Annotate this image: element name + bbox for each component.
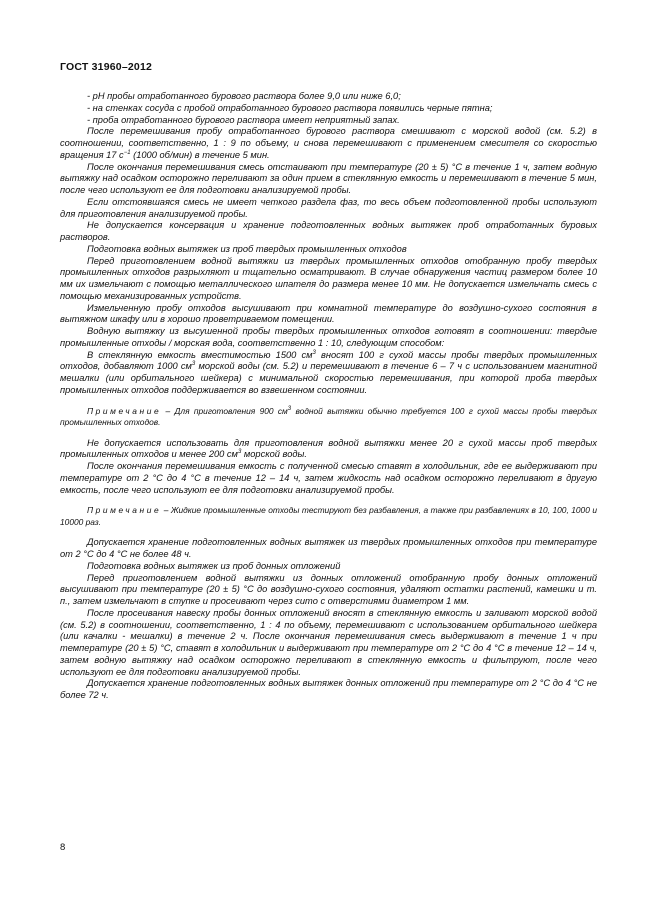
- subheading-solid-waste: Подготовка водных вытяжек из проб твердых промышленных отходов: [87, 243, 407, 254]
- paragraph-sediment-sieving: После просеивания навеску пробы донных отложений вносят в стеклянную емкость и заливают морской водой (см. 5.2) в соотношении, соответственно, 1 : 4 по объему, перемешивают с использованием орбитального шейкера (или качалки - мешалки) в течение 2 ч. После окончания перемешивания смесь выдерживают в течение 1 ч при температуре (20 ± 5) °С, ставят в холодильник и выдерживают при температуре от 2 °С до 4 °С в течение 12 – 14 ч, затем водную вытяжку над осадком осторожно переливают в стеклянную емкость и фильтруют, после чего используют ее для подготовки анализируемой пробы.: [60, 607, 597, 677]
- paragraph-refrigerator: После окончания перемешивания емкость с полученной смесью ставят в холодильник, где ее выдерживают при температуре от 2 °С до 4 °С в течение 12 – 14 ч, затем жидкость над осадком осторожно переливают в другую емкость, после чего используют ее для подготовки анализируемой пробы.: [60, 461, 597, 495]
- superscript: 3: [237, 449, 242, 456]
- paragraph-no-storage-drilling: Не допускается консервация и хранение подготовленных водных вытяжек проб отработанных буровых растворов.: [60, 220, 597, 242]
- note-text: – Для приготовления 900 см: [161, 405, 288, 416]
- note-text: – Жидкие промышленные отходы тестируют без разбавления, а также при разбавлениях в 10, 100, 1000 и 10000 раз.: [60, 505, 597, 527]
- paragraph-sediment-prep: Перед приготовлением водной вытяжки из донных отложений отобранную пробу донных отложений высушивают при температуре (20 ± 5) °С до воздушно-сухого состояния, удаляют остатки растений, камешки и т. п., затем измельчают в ступке и просеивают через сито с отверстиями диаметром 1 мм.: [60, 572, 597, 606]
- paragraph-drying: Измельченную пробу отходов высушивают при комнатной температуре до воздушно-сухого состояния в вытяжном шкафу или в хорошо проветриваемом помещении.: [60, 302, 597, 325]
- paragraph-mixing-seawater: [60, 126, 597, 161]
- subheading-sediments: Подготовка водных вытяжек из проб донных отложений: [87, 560, 341, 571]
- superscript: −1: [123, 149, 131, 156]
- note-text: водной вытяжки обычно требуется 100 г сухой массы пробы твердых промышленных отходов.: [60, 405, 597, 427]
- paragraph-text: После перемешивания пробу отработанного бурового раствора смешивают с морской водой (см. 5.2) в соотношении, соответственно, 1 : 9 по объему, и снова перемешивают с применением смесителя со скоростью вращения 17 с: [60, 126, 597, 160]
- superscript: 3: [312, 349, 316, 356]
- paragraph-odor: - проба отработанного бурового раствора имеет неприятный запах.: [87, 114, 400, 125]
- paragraph-text: морской воды (см. 5.2) и перемешивают в течение 6 – 7 ч с использованием магнитной мешалки (или орбитального шейкера) с минимальной скоростью перемешивания, при которой проба твердых промышленных отходов поддерживается во взвешенном состоянии.: [60, 361, 597, 395]
- superscript: 3: [287, 405, 292, 412]
- note-volume: [60, 406, 597, 429]
- paragraph-text: морской воды.: [241, 449, 307, 460]
- paragraph-text: (1000 об/мин) в течение 5 мин.: [130, 149, 270, 160]
- paragraph-text: вносят 100 г сухой массы пробы твердых промышленных отходов, добавляют 1000 см: [60, 349, 597, 372]
- paragraph-storage-solid: Допускается хранение подготовленных водных вытяжек из твердых промышленных отходов при температуре от 2 °С до 4 °С не более 48 ч.: [60, 537, 597, 559]
- paragraph-min-mass: [60, 438, 597, 462]
- paragraph-solid-waste-prep: Перед приготовлением водной вытяжки из твердых промышленных отходов отобранную пробу твердых промышленных отходов разрыхляют и тщательно осматривают. В случае обнаружения частиц размером более 10 мм их измельчают с помощью металлического шпателя до размера менее 10 мм. Не допускается измельчать смесь с помощью механизированных устройств.: [60, 255, 597, 301]
- paragraph-settling: После окончания перемешивания смесь отстаивают при температуре (20 ± 5) °С в течение 1 ч, затем водную вытяжку над осадком осторожно переливают за один прием в стеклянную емкость и перемешивают в течение 5 мин, после чего используют ее для подготовки анализируемой пробы.: [60, 161, 597, 195]
- page-number: 8: [60, 842, 66, 853]
- note-label: Примечание: [87, 505, 162, 516]
- paragraph-glass-container: [60, 350, 597, 397]
- paragraph-no-phase-boundary: Если отстоявшаяся смесь не имеет четкого раздела фаз, то весь объем подготовленной пробы используют для приготовления анализируемой пробы.: [60, 196, 597, 219]
- paragraph-text: В стеклянную емкость вместимостью 1500 см: [87, 349, 313, 360]
- paragraph-ratio: Водную вытяжку из высушенной пробы твердых промышленных отходов готовят в соотношении: твердые промышленные отходы / морская вода, соответственно 1 : 10, следующим способом:: [60, 326, 597, 348]
- paragraph-ph-condition: - pH пробы отработанного бурового раствора более 9,0 или ниже 6,0;: [87, 91, 401, 101]
- note-label: Примечание: [87, 405, 162, 416]
- document-code: ГОСТ 31960–2012: [60, 61, 153, 73]
- paragraph-text: Не допускается использовать для приготовления водной вытяжки менее 20 г сухой массы проб твердых промышленных отходов и менее 200 см: [60, 437, 597, 460]
- paragraph-storage-sediment: Допускается хранение подготовленных водных вытяжек донных отложений при температуре от 2 °С до 4 °С не более 72 ч.: [60, 678, 597, 700]
- page-body: [60, 91, 597, 702]
- paragraph-black-spots: - на стенках сосуда с пробой отработанного бурового раствора появились черные пятна;: [87, 102, 493, 113]
- superscript: 3: [191, 361, 196, 368]
- note-liquid-waste: [60, 505, 597, 528]
